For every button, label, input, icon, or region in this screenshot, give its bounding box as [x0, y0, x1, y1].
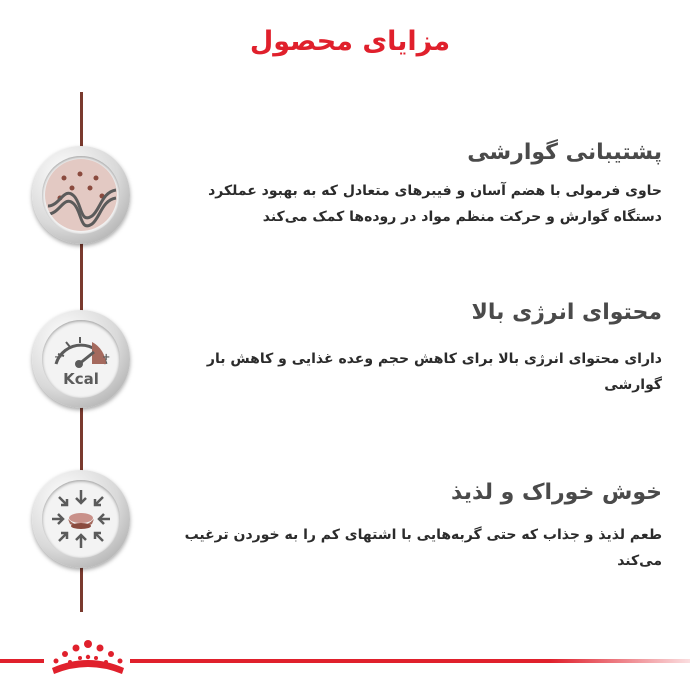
benefit-desc-palatability: طعم لذیذ و جذاب که حتی گربه‌هایی با اشتهای کم را به خوردن ترغیب می‌کند: [184, 527, 662, 569]
palatability-icon-badge: [32, 470, 130, 568]
svg-text:−: −: [54, 352, 63, 363]
digestion-icon-badge: [32, 146, 130, 244]
benefit-title-high-energy: محتوای انرژی بالا: [471, 300, 662, 325]
digestion-icon: [42, 156, 120, 234]
benefit-desc-digestive-support: حاوی فرمولی با هضم آسان و فیبرهای متعادل که به بهبود عملکرد دستگاه گوارش و حرکت منظم مواد در روده‌ها کمک می‌کند: [208, 183, 662, 225]
kcal-gauge-icon: [42, 320, 120, 398]
benefit-desc-high-energy: دارای محتوای انرژی بالا برای کاهش حجم وعده غذایی و کاهش بار گوارشی: [206, 351, 662, 393]
kcal-label: Kcal: [63, 370, 99, 388]
palatability-bowl-icon: [42, 480, 120, 558]
benefit-title-palatability: خوش خوراک و لذیذ: [451, 480, 662, 505]
footer-line-right: [130, 659, 690, 663]
footer-line-left: [0, 659, 44, 663]
page-title: مزایای محصول: [249, 26, 451, 57]
benefit-title-digestive-support: پشتیبانی گوارشی: [467, 140, 662, 165]
svg-text:+: +: [102, 352, 111, 363]
kcal-gauge-icon-badge: [32, 310, 130, 408]
royal-canin-crown-icon: [48, 638, 128, 678]
